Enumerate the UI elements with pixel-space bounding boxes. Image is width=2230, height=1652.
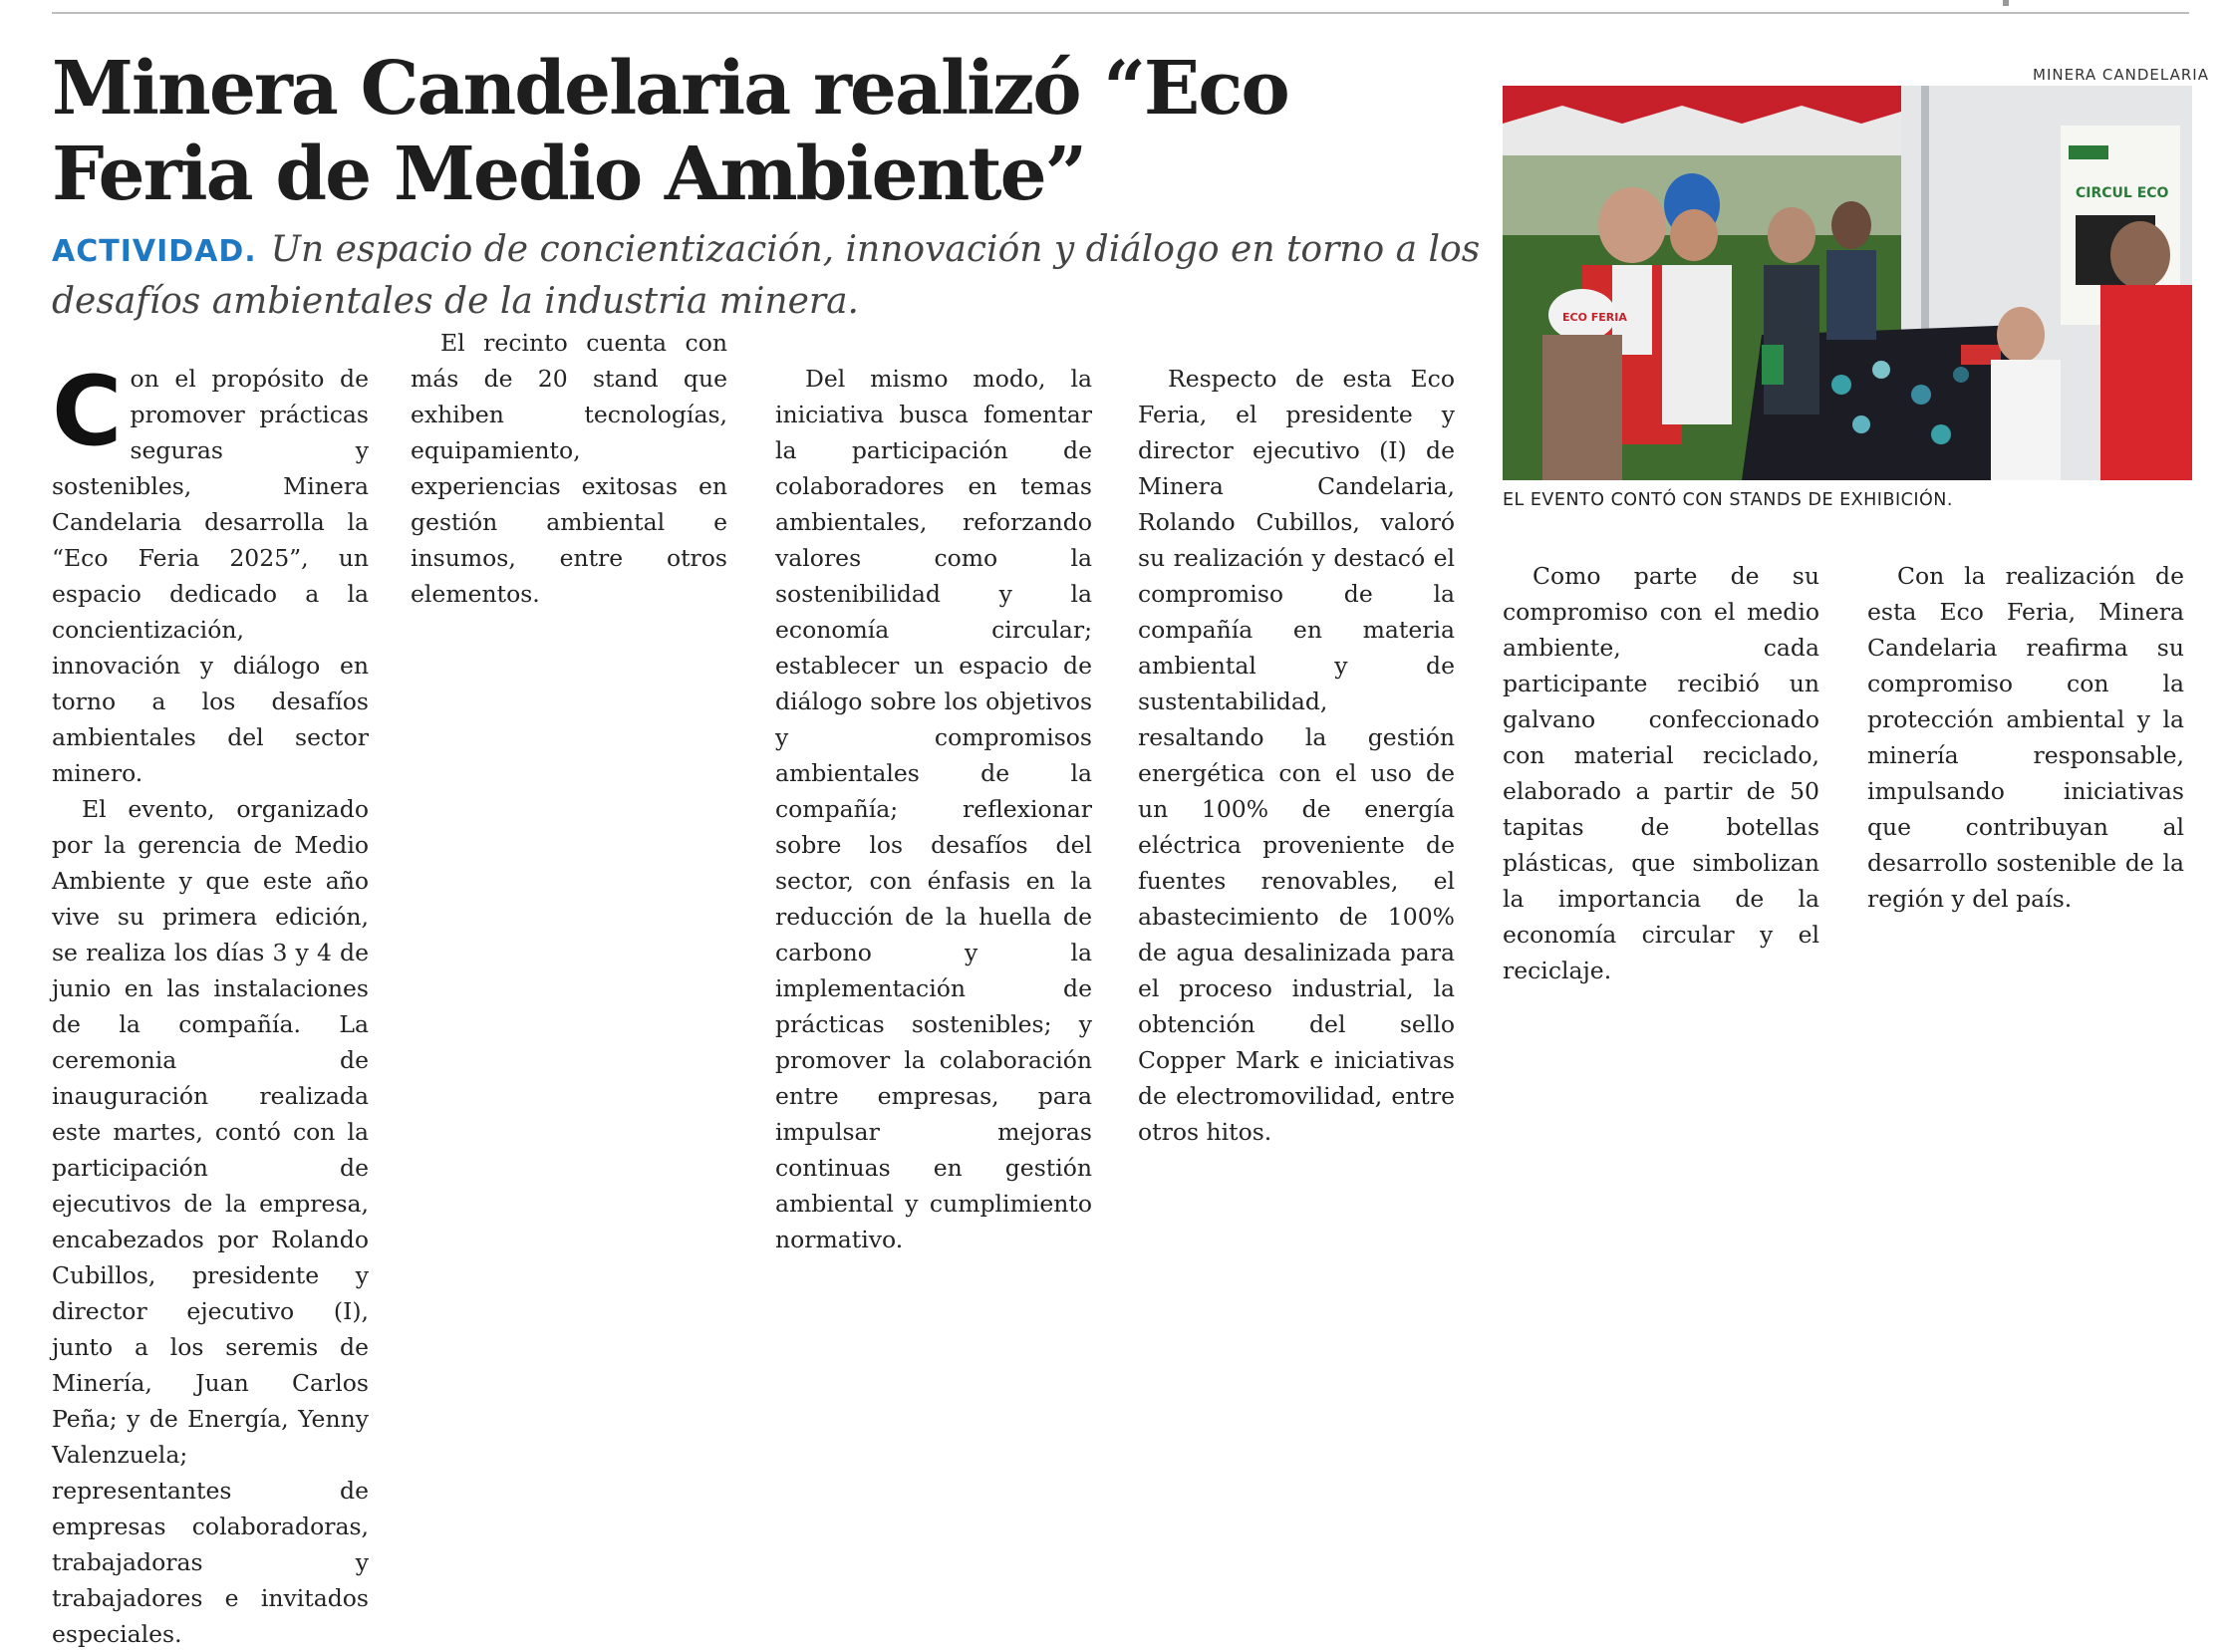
stand-sign-text: CIRCUL ECO xyxy=(2076,185,2169,201)
paragraph-galvano: Como parte de su compromiso con el medio ambiente, cada participante recibió un galvano confeccionado con material reciclado, elaborado a partir de 50 tapitas de botellas plásticas, que simbolizan la importancia de la economía circular y el reciclaje. xyxy=(1503,562,1819,984)
top-marker xyxy=(2003,0,2009,6)
paragraph-initiative: Del mismo modo, la iniciativa busca fomentar la participación de colaboradores en temas ambientales, reforzando valores como la sostenibilidad y la economía circular; establecer un espacio de diálogo sobre los objetivos y compromisos ambientales de la compañía; reflexionar sobre los desafíos del sector, con énfasis en la reducción de la huella de carbono y la implementación de prácticas sostenibles; y promover la colaboración entre empresas, para impulsar mejoras continuas en gestión ambiental y cumplimiento normativo. xyxy=(775,365,1092,1253)
cap-sign-text: ECO FERIA xyxy=(1562,311,1627,324)
deck-text: Un espacio de concientización, innovación y diálogo en torno a los desafíos ambientales de la industria minera. xyxy=(52,229,1481,322)
column-4 xyxy=(1138,361,1455,1150)
column-6 xyxy=(1867,558,2184,917)
column-2 xyxy=(411,325,727,612)
article-deck xyxy=(52,225,1487,327)
paragraph-closing: Con la realización de esta Eco Feria, Minera Candelaria reafirma su compromiso con la protección ambiental y la minería responsable, impulsando iniciativas que contribuyan al desarrollo sostenible de la región y del país. xyxy=(1867,562,2184,913)
photo-caption: EL EVENTO CONTÓ CON STANDS DE EXHIBICIÓN. xyxy=(1503,490,1953,510)
drop-cap: C xyxy=(52,356,123,467)
paragraph-president: Respecto de esta Eco Feria, el presidente y director ejecutivo (I) de Minera Candelaria, Rolando Cubillos, valoró su realización y destacó el compromiso de la compañía en materia ambiental y de sustentabilidad, resaltando la gestión energética con el uso de un 100% de energía eléctrica proveniente de fuentes renovables, el abastecimiento de 100% de agua desalinizada para el proceso industrial, la obtención del sello Copper Mark e iniciativas de electromovilidad, entre otros hitos. xyxy=(1138,365,1455,1146)
paragraph-intro: on el propósito de promover prácticas seguras y sostenibles, Minera Candelaria desarrolla la “Eco Feria 2025”, un espacio dedicado a la concientización, innovación y diálogo en torno a los desafíos ambientales del sector minero. xyxy=(52,365,369,787)
photo-credit: MINERA CANDELARIA xyxy=(2033,66,2209,84)
paragraph-recinto: El recinto cuenta con más de 20 stand que exhiben tecnologías, equipamiento, experiencias exitosas en gestión ambiental e insumos, entre otros elementos. xyxy=(411,329,727,608)
event-photo xyxy=(1503,86,2192,480)
section-kicker: ACTIVIDAD. xyxy=(52,234,257,269)
column-3 xyxy=(775,361,1092,1257)
column-5 xyxy=(1503,558,1819,988)
photo-illustration xyxy=(1503,86,2192,480)
article-headline: Minera Candelaria realizó “Eco Feria de Medio Ambiente” xyxy=(52,46,1288,217)
column-1 xyxy=(52,356,369,1652)
top-rule xyxy=(52,12,2189,14)
paragraph-event: El evento, organizado por la gerencia de Medio Ambiente y que este año vive su primera edición, se realiza los días 3 y 4 de junio en las instalaciones de la compañía. La ceremonia de inauguración realizada este martes, contó con la participación de ejecutivos de la empresa, encabezados por Rolando Cubillos, presidente y director ejecutivo (I), junto a los seremis de Minería, Juan Carlos Peña; y de Energía, Yenny Valenzuela; representantes de empresas colaboradoras, trabajadoras y trabajadores e invitados especiales. xyxy=(52,795,369,1648)
